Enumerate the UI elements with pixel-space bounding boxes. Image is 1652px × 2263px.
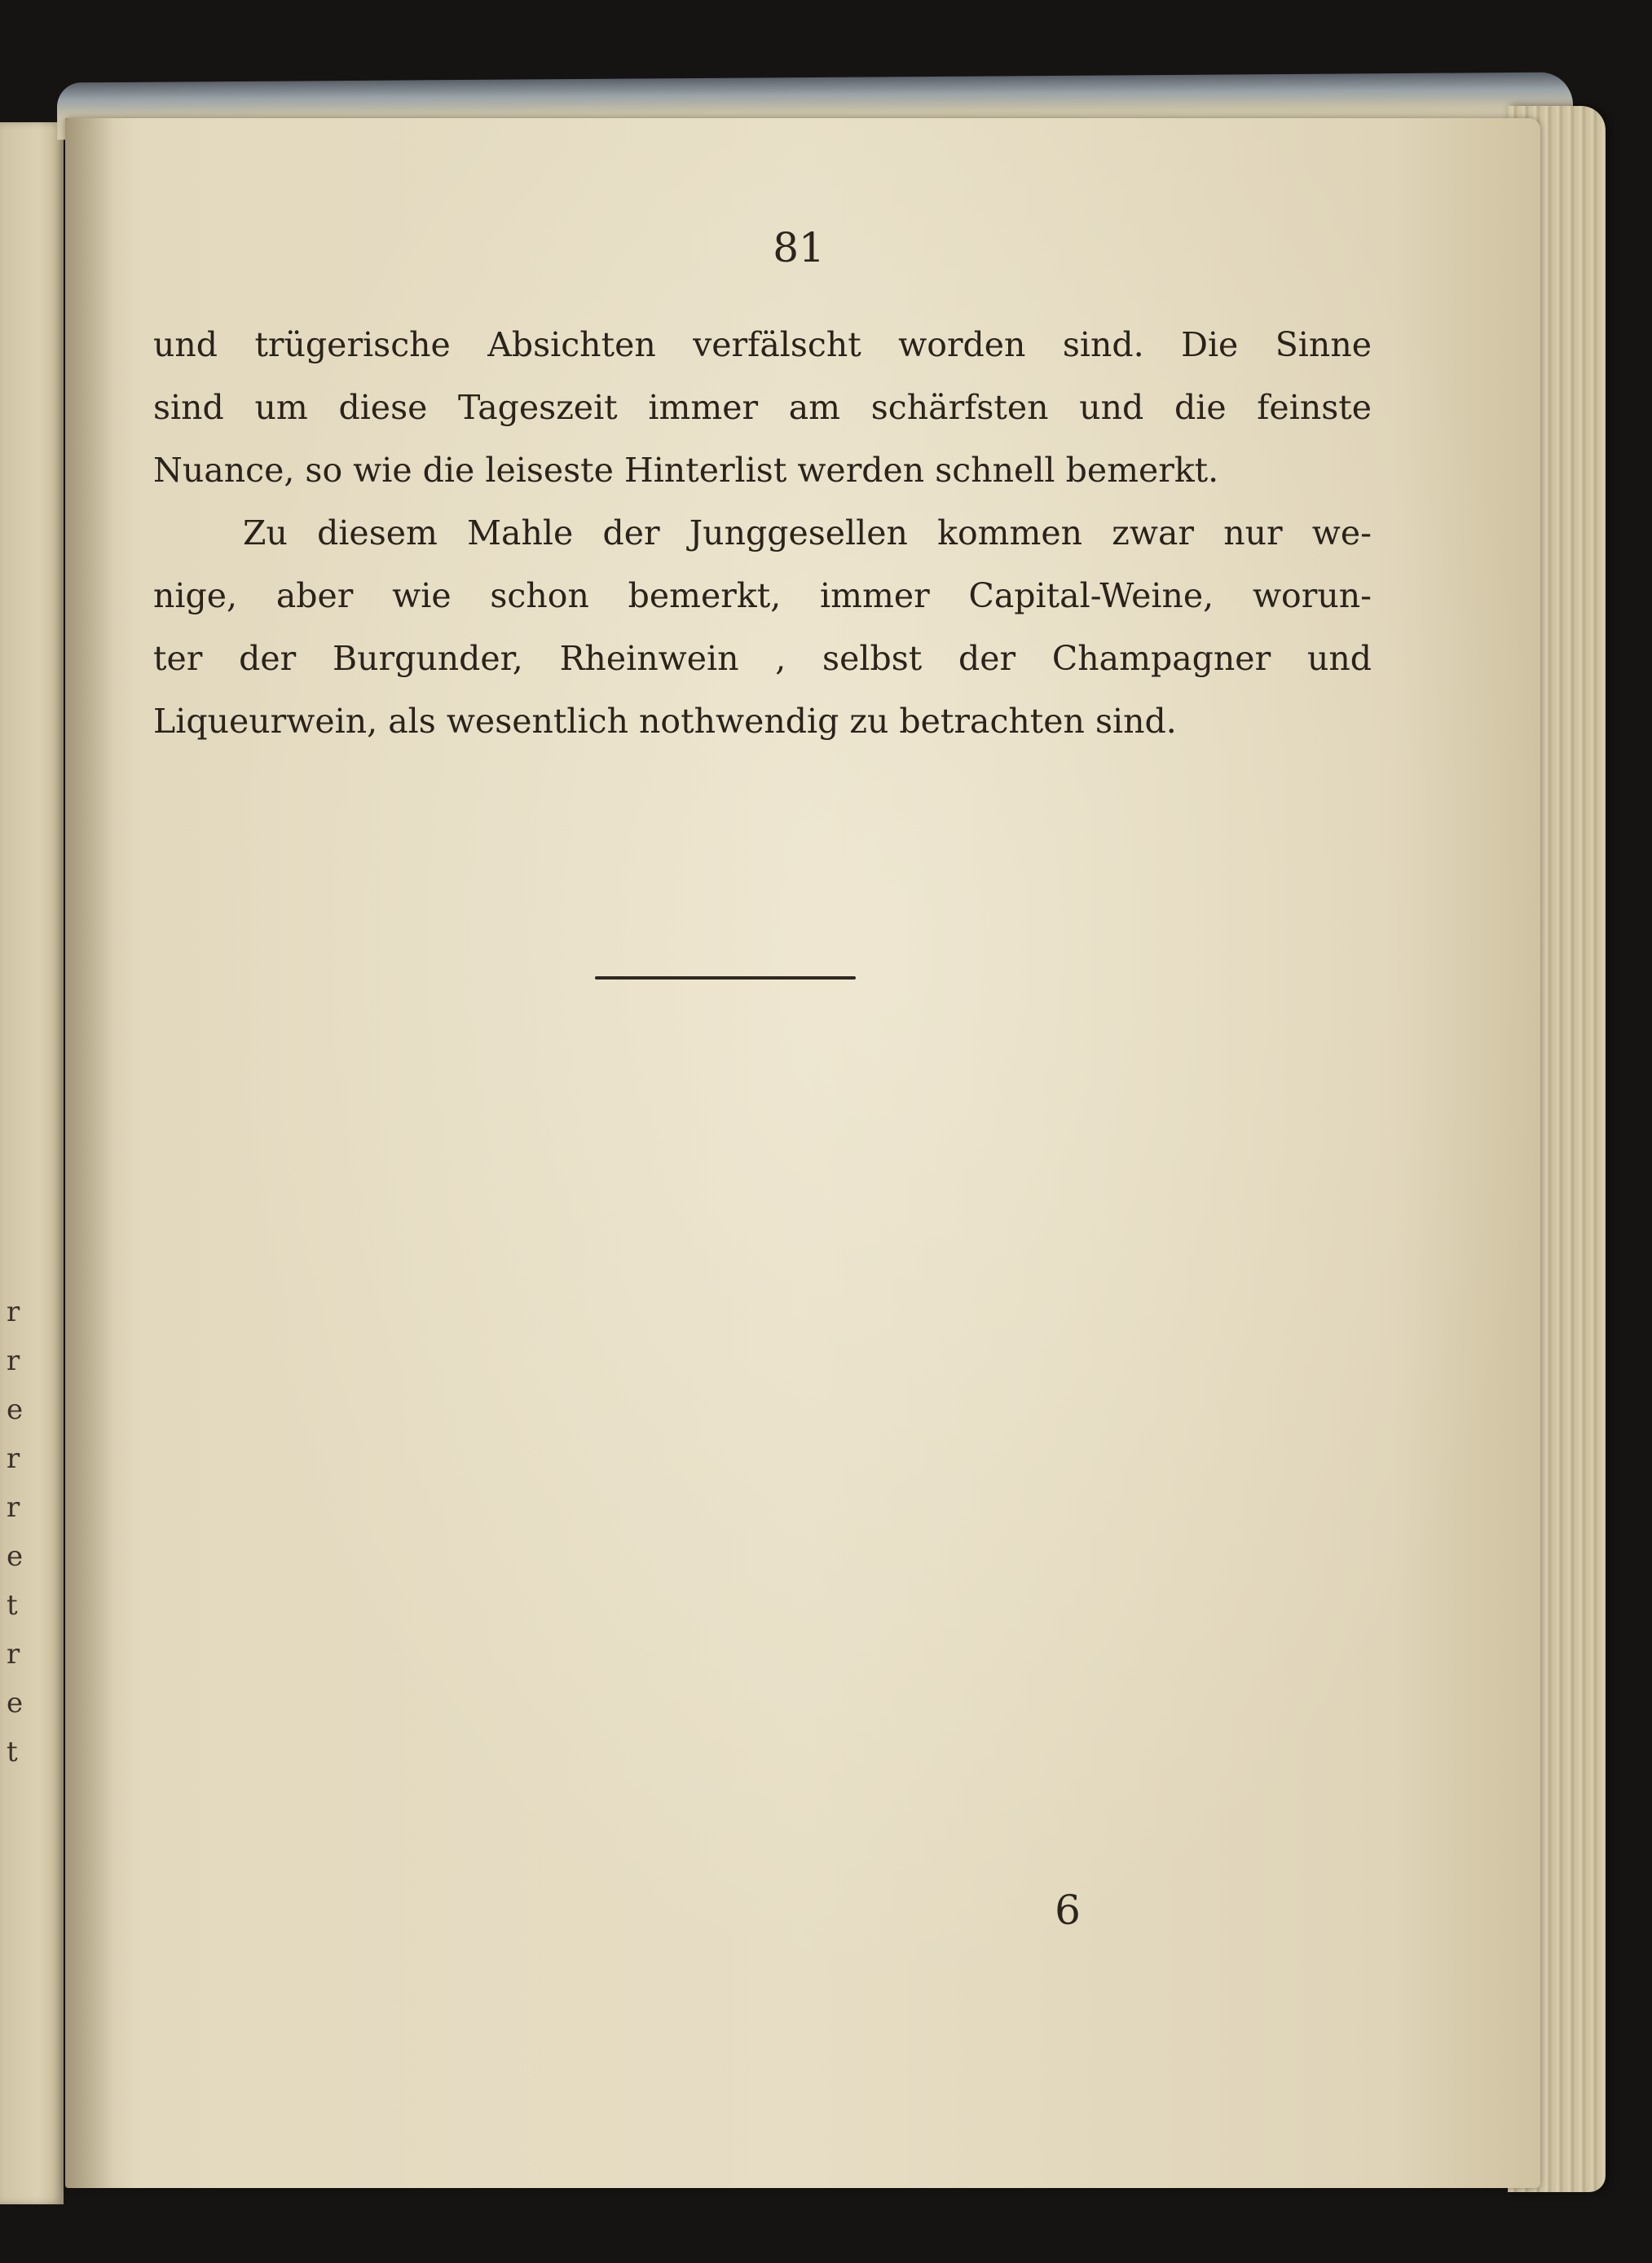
book-page [65, 118, 1540, 2188]
edge-letter: e [7, 1393, 24, 1426]
text-line: und trügerische Absichten verfälscht worden sind. Die Sinne [153, 325, 1372, 364]
edge-letter: e [7, 1540, 24, 1573]
edge-letter: r [7, 1638, 20, 1671]
edge-letter: r [7, 1345, 20, 1377]
text-line: Nuance, so wie die leiseste Hinterlist werden schnell bemerkt. [153, 451, 1219, 490]
previous-page-edge [0, 122, 64, 2204]
text-line: Liqueurwein, als wesentlich nothwendig zu betrachten sind. [153, 702, 1177, 741]
edge-letter: t [7, 1736, 18, 1768]
text-line: ter der Burgunder, Rheinwein , selbst der Champagner und [153, 639, 1372, 678]
edge-letter: r [7, 1491, 20, 1524]
end-rule [595, 976, 856, 980]
edge-letter: r [7, 1296, 20, 1328]
text-line: nige, aber wie schon bemerkt, immer Capital-Weine, worun- [153, 576, 1372, 615]
edge-letter: r [7, 1442, 20, 1475]
body-text [153, 314, 1372, 753]
edge-letter: t [7, 1589, 18, 1622]
text-line: sind um diese Tageszeit immer am schärfsten und die feinste [153, 388, 1372, 427]
edge-letter: e [7, 1687, 24, 1719]
previous-page-letters [7, 1288, 31, 1776]
gutter-shadow [65, 118, 114, 2188]
signature-mark: 6 [1055, 1887, 1081, 1934]
page-number: 81 [773, 224, 825, 271]
text-line: Zu diesem Mahle der Junggesellen kommen zwar nur we- [243, 513, 1372, 553]
